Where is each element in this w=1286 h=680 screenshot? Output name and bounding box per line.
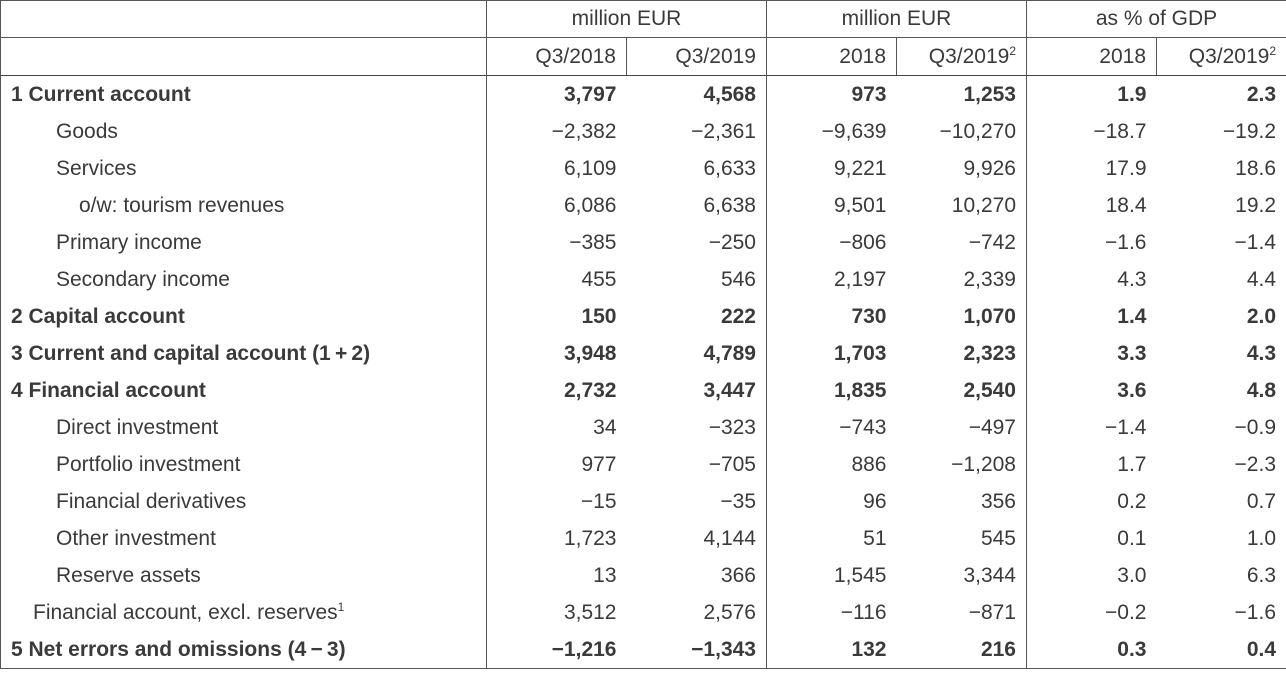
table-row: [1, 187, 1286, 224]
value-cell: 545: [980, 526, 1016, 550]
period-header: 2018: [767, 38, 897, 76]
value-cell: 0.4: [1157, 631, 1286, 669]
value-cell: −1.6: [1027, 224, 1157, 261]
value-cell: 1.0: [1157, 520, 1286, 557]
value-cell: −1.4: [1027, 409, 1157, 446]
value-cell: −250: [708, 230, 756, 254]
value-cell: −0.2: [1027, 594, 1157, 631]
value-cell: 6,109: [487, 150, 627, 187]
value-cell: −2,361: [691, 119, 756, 143]
table-row: [1, 557, 1286, 594]
value-cell: 546: [720, 267, 756, 291]
row-label-text: Direct investment: [56, 415, 219, 439]
value-cell: 2,323: [963, 341, 1016, 365]
value-cell: −1,343: [627, 631, 767, 669]
row-label-text: Financial derivatives: [56, 489, 247, 513]
value-cell: 2.3: [1157, 76, 1286, 114]
value-cell: 4,568: [703, 82, 756, 106]
row-label: [1, 187, 487, 224]
group-header-million-eur-quarter: million EUR: [487, 1, 767, 38]
header-group-row: [1, 1, 1286, 38]
row-label-text: 2 Capital account: [11, 304, 185, 328]
value-cell: −806: [767, 224, 897, 261]
group-header-pct-gdp: as % of GDP: [1027, 1, 1286, 38]
value-cell: −323: [708, 415, 756, 439]
value-cell: −871: [968, 600, 1016, 624]
value-cell: −18.7: [1027, 113, 1157, 150]
value-cell: −35: [720, 489, 756, 513]
value-cell: 0.1: [1027, 520, 1157, 557]
table-row: [1, 224, 1286, 261]
value-cell: 51: [767, 520, 897, 557]
row-label-text: 5 Net errors and omissions (4 − 3): [11, 637, 346, 661]
value-cell: 222: [720, 304, 756, 328]
value-cell: 17.9: [1027, 150, 1157, 187]
value-cell: 6,633: [703, 156, 756, 180]
value-cell: −497: [968, 415, 1016, 439]
row-label-text: Portfolio investment: [56, 452, 241, 476]
value-cell: −743: [767, 409, 897, 446]
value-cell: 2,197: [767, 261, 897, 298]
value-cell: 1,835: [767, 372, 897, 409]
row-label-text: 1 Current account: [11, 82, 191, 106]
table-row: [1, 446, 1286, 483]
value-cell: 9,926: [963, 156, 1016, 180]
value-cell: 356: [980, 489, 1016, 513]
value-cell: 2,339: [963, 267, 1016, 291]
row-label-header: [1, 1, 487, 38]
row-label-text: Services: [56, 156, 137, 180]
value-cell: 96: [767, 483, 897, 520]
table-row: [1, 76, 1286, 114]
value-cell: −1.6: [1157, 594, 1286, 631]
row-label: [1, 446, 487, 483]
value-cell: 4.3: [1027, 261, 1157, 298]
value-cell: 0.2: [1027, 483, 1157, 520]
value-cell: 3,948: [487, 335, 627, 372]
value-cell: 1.9: [1027, 76, 1157, 114]
value-cell: 2,732: [487, 372, 627, 409]
table-row: [1, 594, 1286, 631]
row-label-text: 3 Current and capital account (1 + 2): [11, 341, 371, 365]
table-row: [1, 335, 1286, 372]
row-label: [1, 557, 487, 594]
row-label: [1, 631, 487, 669]
value-cell: 3,512: [487, 594, 627, 631]
value-cell: 977: [487, 446, 627, 483]
value-cell: −9,639: [767, 113, 897, 150]
value-cell: 4.4: [1157, 261, 1286, 298]
value-cell: 455: [487, 261, 627, 298]
value-cell: 2.0: [1157, 298, 1286, 335]
row-label: [1, 520, 487, 557]
value-cell: 9,501: [767, 187, 897, 224]
value-cell: 886: [767, 446, 897, 483]
value-cell: 4.8: [1157, 372, 1286, 409]
value-cell: 3.0: [1027, 557, 1157, 594]
value-cell: 1.4: [1027, 298, 1157, 335]
row-label-text: Secondary income: [56, 267, 230, 291]
row-label: [1, 594, 487, 631]
row-label: [1, 76, 487, 114]
value-cell: −705: [708, 452, 756, 476]
value-cell: 366: [720, 563, 756, 587]
row-label-text: Goods: [56, 119, 118, 143]
table-row: [1, 150, 1286, 187]
value-cell: 0.7: [1157, 483, 1286, 520]
value-cell: −10,270: [939, 119, 1016, 143]
value-cell: 730: [767, 298, 897, 335]
value-cell: 2,576: [703, 600, 756, 624]
table-row: [1, 483, 1286, 520]
row-label-header-blank: [1, 38, 487, 76]
row-label: [1, 372, 487, 409]
footnote-mark: 1: [337, 599, 345, 614]
value-cell: 18.6: [1157, 150, 1286, 187]
value-cell: −1,208: [951, 452, 1016, 476]
period-header: Q3/2019: [627, 38, 767, 76]
period-header: Q3/2019$^2$: [1157, 38, 1286, 76]
value-cell: −1,216: [487, 631, 627, 669]
value-cell: −15: [487, 483, 627, 520]
table-row: [1, 372, 1286, 409]
value-cell: −19.2: [1157, 113, 1286, 150]
value-cell: 4.3: [1157, 335, 1286, 372]
row-label-text: 4 Financial account: [11, 378, 206, 402]
value-cell: −2.3: [1157, 446, 1286, 483]
table-body: [1, 76, 1286, 669]
footnote-mark: 2: [1269, 43, 1277, 58]
period-header: Q3/2018: [487, 38, 627, 76]
value-cell: −385: [487, 224, 627, 261]
value-cell: 150: [487, 298, 627, 335]
value-cell: −742: [968, 230, 1016, 254]
row-label-text: o/w: tourism revenues: [79, 193, 285, 217]
value-cell: 2,540: [963, 378, 1016, 402]
value-cell: 216: [897, 631, 1027, 669]
value-cell: 10,270: [951, 193, 1016, 217]
footnote-mark: 2: [1009, 43, 1016, 58]
value-cell: 18.4: [1027, 187, 1157, 224]
row-label: [1, 113, 487, 150]
row-label: [1, 409, 487, 446]
value-cell: 0.3: [1027, 631, 1157, 669]
table-row: [1, 409, 1286, 446]
value-cell: 34: [487, 409, 627, 446]
row-label: [1, 483, 487, 520]
value-cell: 1,070: [963, 304, 1016, 328]
value-cell: 1.7: [1027, 446, 1157, 483]
value-cell: 13: [487, 557, 627, 594]
period-header: 2018: [1027, 38, 1157, 76]
table-row: [1, 631, 1286, 669]
row-label-text: Financial account, excl. reserves: [33, 600, 338, 624]
row-label: [1, 335, 487, 372]
value-cell: −1.4: [1157, 224, 1286, 261]
value-cell: 132: [767, 631, 897, 669]
value-cell: 6.3: [1157, 557, 1286, 594]
table-row: [1, 261, 1286, 298]
value-cell: −0.9: [1157, 409, 1286, 446]
value-cell: 3.3: [1027, 335, 1157, 372]
group-header-million-eur-annual: million EUR: [767, 1, 1027, 38]
value-cell: −2,382: [487, 113, 627, 150]
value-cell: 6,086: [487, 187, 627, 224]
value-cell: 1,703: [767, 335, 897, 372]
row-label-text: Other investment: [56, 526, 216, 550]
table-row: [1, 113, 1286, 150]
period-header: Q3/2019$^2$: [897, 38, 1027, 76]
value-cell: 4,789: [703, 341, 756, 365]
value-cell: 3,344: [963, 563, 1016, 587]
value-cell: 3,447: [703, 378, 756, 402]
value-cell: 6,638: [703, 193, 756, 217]
row-label-text: Primary income: [56, 230, 202, 254]
row-label: [1, 224, 487, 261]
value-cell: 4,144: [703, 526, 756, 550]
value-cell: 1,253: [963, 82, 1016, 106]
value-cell: 1,723: [487, 520, 627, 557]
value-cell: 9,221: [767, 150, 897, 187]
value-cell: −116: [767, 594, 897, 631]
row-label: [1, 261, 487, 298]
row-label-text: Reserve assets: [56, 563, 201, 587]
value-cell: 19.2: [1157, 187, 1286, 224]
row-label: [1, 298, 487, 335]
value-cell: 1,545: [767, 557, 897, 594]
header-period-row: [1, 38, 1286, 76]
table-row: [1, 520, 1286, 557]
row-label: [1, 150, 487, 187]
value-cell: 3,797: [487, 76, 627, 114]
value-cell: 973: [767, 76, 897, 114]
table-row: [1, 298, 1286, 335]
value-cell: 3.6: [1027, 372, 1157, 409]
